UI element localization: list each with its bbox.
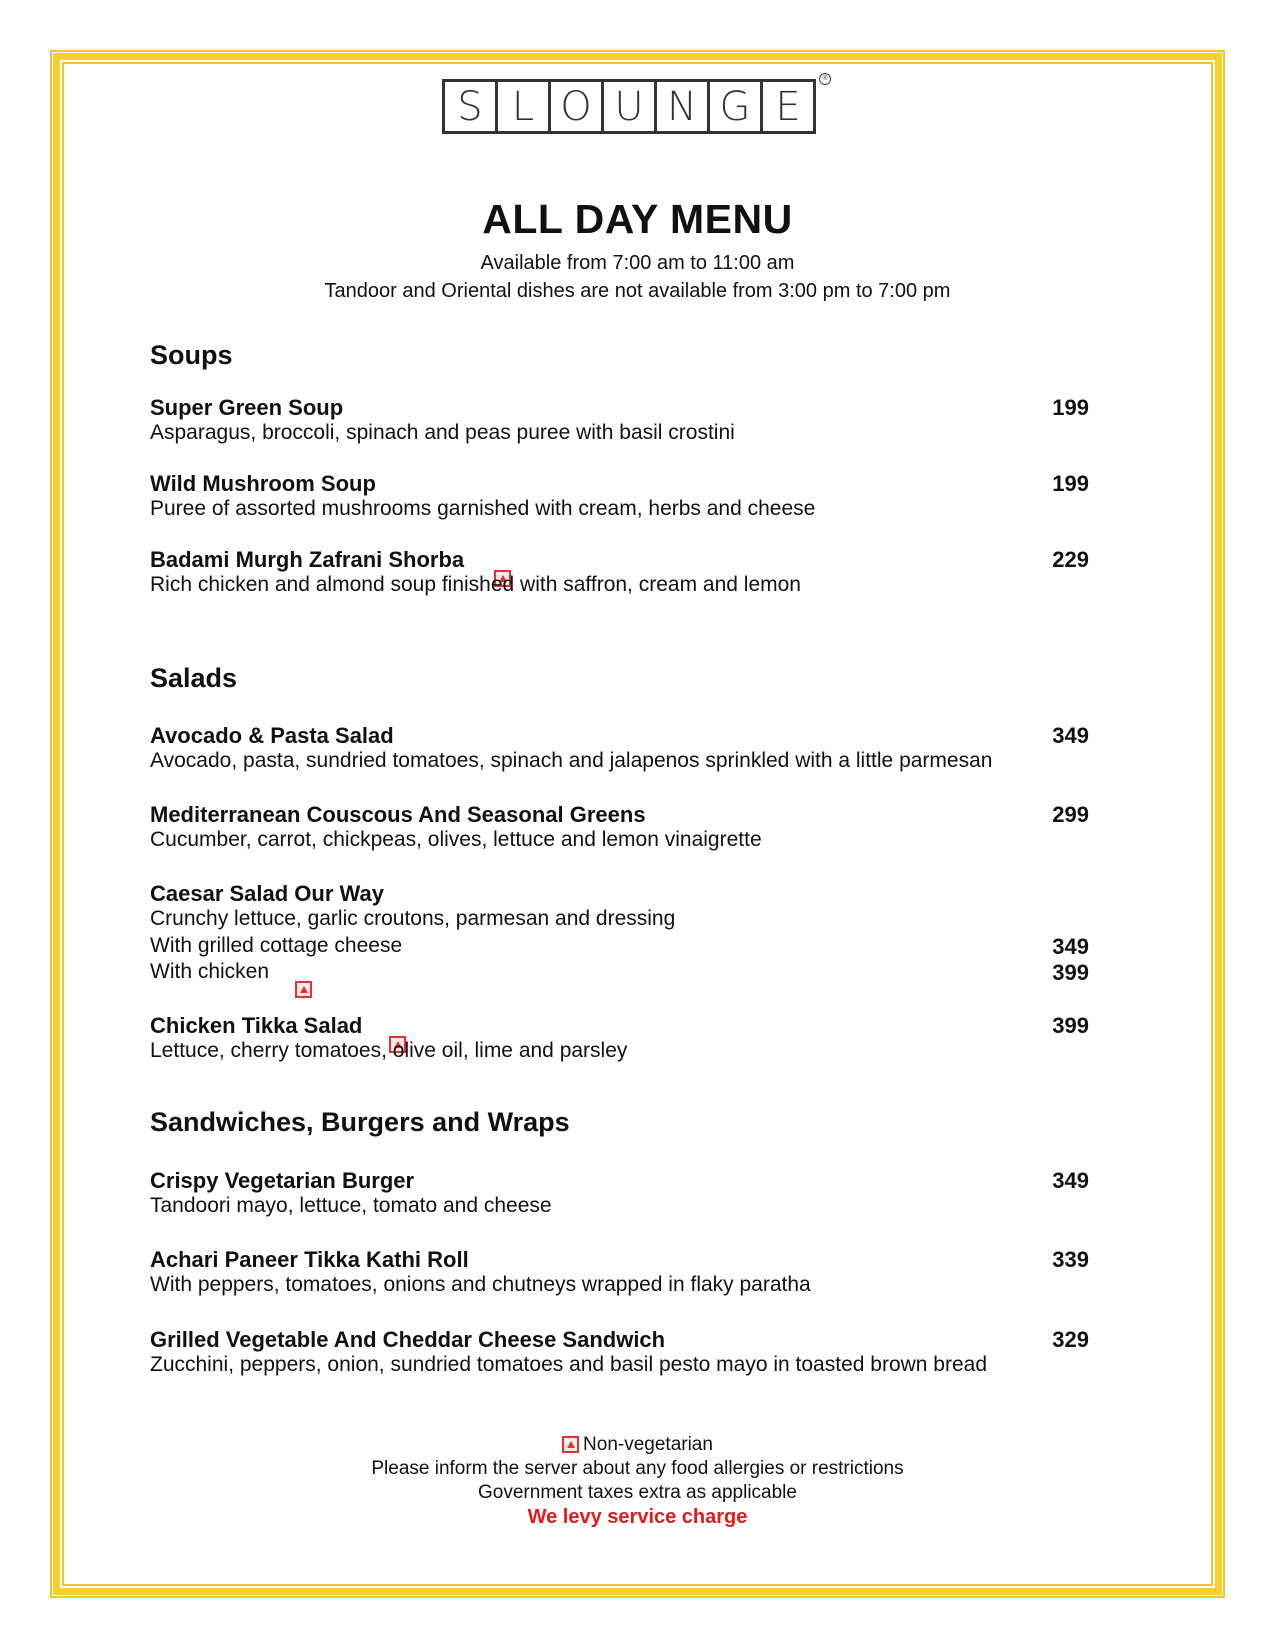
restriction-line: Tandoor and Oriental dishes are not available from 3:00 pm to 7:00 pm [324, 280, 951, 302]
item-description: Lettuce, cherry tomatoes, olive oil, lime and parsley [150, 1039, 628, 1062]
nonveg-icon [562, 1436, 579, 1453]
item-price: 229 [1052, 547, 1089, 572]
item-price: 329 [1052, 1327, 1089, 1352]
item-name: Caesar Salad Our Way [150, 881, 384, 906]
logo-letter: L [498, 82, 551, 131]
item-price: 339 [1052, 1247, 1089, 1272]
item-variant: With grilled cottage cheese [150, 934, 403, 957]
menu-title: ALL DAY MENU [482, 196, 793, 242]
legend-row [0, 1434, 1275, 1456]
item-name: Wild Mushroom Soup [150, 471, 376, 496]
nonveg-icon [295, 981, 312, 998]
item-name: Grilled Vegetable And Cheddar Cheese Sandwich [150, 1327, 666, 1352]
section-title-salads: Salads [150, 663, 238, 693]
availability-line: Available from 7:00 am to 11:00 am [480, 252, 795, 274]
item-description: Rich chicken and almond soup finished with saffron, cream and lemon [150, 573, 801, 596]
allergy-note: Please inform the server about any food allergies or restrictions [371, 1458, 904, 1479]
item-description: Asparagus, broccoli, spinach and peas puree with basil crostini [150, 421, 735, 444]
legend-text: Non-vegetarian [583, 1434, 713, 1455]
item-price: 299 [1052, 802, 1089, 827]
item-description: Avocado, pasta, sundried tomatoes, spinach and jalapenos sprinkled with a little parmesan [150, 749, 993, 772]
item-price: 349 [1052, 723, 1089, 748]
item-name: Mediterranean Couscous And Seasonal Greens [150, 802, 646, 827]
section-title-sandwiches: Sandwiches, Burgers and Wraps [150, 1107, 570, 1137]
logo-letter: G [710, 82, 763, 131]
service-charge-note: We levy service charge [527, 1506, 748, 1528]
logo-letter: U [604, 82, 657, 131]
item-price: 349 [1052, 934, 1089, 959]
item-price: 399 [1052, 1013, 1089, 1038]
logo-letter: N [657, 82, 710, 131]
item-price: 349 [1052, 1168, 1089, 1193]
item-variant: With chicken [150, 960, 270, 983]
item-name: Badami Murgh Zafrani Shorba [150, 547, 465, 572]
item-name: Chicken Tikka Salad [150, 1013, 363, 1038]
section-title-soups: Soups [150, 340, 233, 370]
logo-letter: E [775, 83, 801, 130]
item-description: Zucchini, peppers, onion, sundried tomatoes and basil pesto mayo in toasted brown bread [150, 1353, 988, 1376]
item-name: Crispy Vegetarian Burger [150, 1168, 415, 1193]
registered-mark: ® [819, 73, 831, 85]
item-price: 199 [1052, 395, 1089, 420]
item-name: Super Green Soup [150, 395, 344, 420]
item-description: With peppers, tomatoes, onions and chutneys wrapped in flaky paratha [150, 1273, 811, 1296]
logo-letter: S [445, 82, 498, 131]
tax-note: Government taxes extra as applicable [478, 1482, 797, 1503]
item-price: 199 [1052, 471, 1089, 496]
brand-logo [442, 79, 816, 134]
item-description: Tandoori mayo, lettuce, tomato and cheese [150, 1194, 552, 1217]
item-description: Puree of assorted mushrooms garnished with cream, herbs and cheese [150, 497, 816, 520]
item-name: Avocado & Pasta Salad [150, 723, 394, 748]
logo-letter: O [551, 82, 604, 131]
item-price: 399 [1052, 960, 1089, 985]
item-name: Achari Paneer Tikka Kathi Roll [150, 1247, 469, 1272]
item-description: Crunchy lettuce, garlic croutons, parmesan and dressing [150, 907, 676, 930]
item-description: Cucumber, carrot, chickpeas, olives, lettuce and lemon vinaigrette [150, 828, 762, 851]
